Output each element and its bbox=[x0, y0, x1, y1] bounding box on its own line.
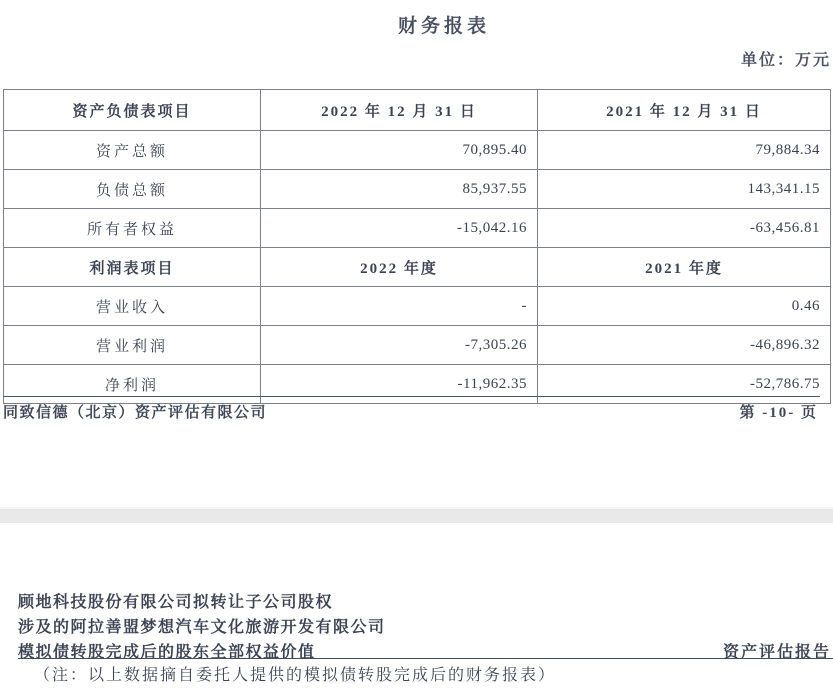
cover-title-line-1: 顾地科技股份有限公司拟转让子公司股权 bbox=[18, 594, 334, 611]
table-section-header-row bbox=[4, 248, 831, 287]
row-label: 资产总额 bbox=[4, 131, 261, 170]
financial-table bbox=[3, 89, 831, 404]
data-source-note: （注：以上数据摘自委托人提供的模拟债转股完成后的财务报表） bbox=[34, 667, 557, 684]
footer-company-name: 同致信德（北京）资产评估有限公司 bbox=[3, 405, 268, 421]
page-separator-band bbox=[0, 507, 833, 523]
value-2021: -52,786.75 bbox=[538, 365, 831, 404]
value-2021: -46,896.32 bbox=[538, 326, 831, 365]
cover-title-line-3: 模拟债转股完成后的股东全部权益价值 bbox=[18, 644, 316, 661]
cover-divider bbox=[18, 658, 833, 659]
footer-page-number: 第 -10- 页 bbox=[739, 405, 818, 421]
value-2022: -7,305.26 bbox=[261, 326, 538, 365]
table-row bbox=[4, 131, 831, 170]
row-label: 负债总额 bbox=[4, 170, 261, 209]
value-2021: 0.46 bbox=[538, 287, 831, 326]
value-2022: -11,962.35 bbox=[261, 365, 538, 404]
row-label: 营业收入 bbox=[4, 287, 261, 326]
section-period-2022: 2022 年度 bbox=[261, 248, 538, 287]
row-label: 所有者权益 bbox=[4, 209, 261, 248]
value-2022: - bbox=[261, 287, 538, 326]
value-2022: -15,042.16 bbox=[261, 209, 538, 248]
section-item-label: 利润表项目 bbox=[4, 248, 261, 287]
header-date-2022: 2022 年 12 月 31 日 bbox=[261, 90, 538, 131]
value-2021: -63,456.81 bbox=[538, 209, 831, 248]
row-label: 净利润 bbox=[4, 365, 261, 404]
unit-label: 单位：万元 bbox=[740, 52, 831, 69]
report-type-label: 资产评估报告 bbox=[722, 644, 831, 661]
value-2021: 79,884.34 bbox=[538, 131, 831, 170]
table-row bbox=[4, 287, 831, 326]
header-date-2021: 2021 年 12 月 31 日 bbox=[538, 90, 831, 131]
value-2022: 70,895.40 bbox=[261, 131, 538, 170]
footer-divider bbox=[3, 396, 820, 397]
table-row bbox=[4, 209, 831, 248]
value-2022: 85,937.55 bbox=[261, 170, 538, 209]
table-header-row bbox=[4, 90, 831, 131]
value-2021: 143,341.15 bbox=[538, 170, 831, 209]
table-row bbox=[4, 326, 831, 365]
row-label: 营业利润 bbox=[4, 326, 261, 365]
header-item-label: 资产负债表项目 bbox=[4, 90, 261, 131]
table-row bbox=[4, 170, 831, 209]
section-period-2021: 2021 年度 bbox=[538, 248, 831, 287]
cover-title-line-2: 涉及的阿拉善盟梦想汽车文化旅游开发有限公司 bbox=[18, 619, 386, 636]
table-row bbox=[4, 365, 831, 404]
page-title: 财务报表 bbox=[397, 16, 490, 37]
